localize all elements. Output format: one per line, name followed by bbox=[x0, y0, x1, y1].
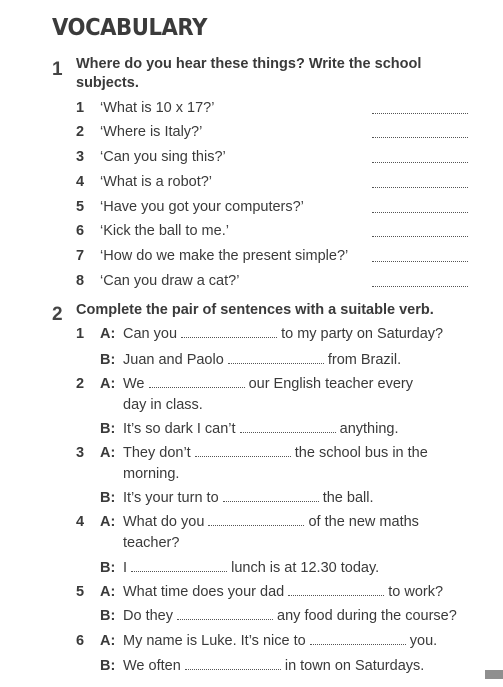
pair-number: 4 bbox=[76, 514, 85, 530]
answer-blank[interactable] bbox=[372, 286, 468, 287]
sentence-start: Can you bbox=[123, 326, 178, 342]
sentence-end: the school bus in the bbox=[294, 445, 428, 461]
sentence-text bbox=[123, 324, 443, 344]
sentence-text bbox=[123, 606, 457, 626]
speaker-label: A: bbox=[100, 633, 116, 649]
answer-blank[interactable] bbox=[372, 212, 468, 213]
question-text: ‘Can you sing this?’ bbox=[100, 149, 226, 165]
answer-blank[interactable] bbox=[208, 513, 304, 526]
sentence-text bbox=[123, 443, 428, 463]
pair-number: 5 bbox=[76, 584, 85, 600]
question-number: 4 bbox=[76, 174, 85, 190]
sentence-end: from Brazil. bbox=[327, 352, 402, 368]
speaker-label: B: bbox=[100, 560, 116, 576]
answer-blank[interactable] bbox=[177, 607, 273, 620]
answer-blank[interactable] bbox=[372, 187, 468, 188]
answer-blank[interactable] bbox=[372, 137, 468, 138]
sentence-end: you. bbox=[409, 633, 438, 649]
exercise-2-instruction: Complete the pair of sentences with a suitable verb. bbox=[76, 302, 434, 318]
question-row bbox=[0, 172, 503, 192]
sentence-start: They don’t bbox=[123, 445, 191, 461]
question-text: ‘What is 10 x 17?’ bbox=[100, 100, 215, 116]
question-row bbox=[0, 98, 503, 118]
question-number: 2 bbox=[76, 124, 85, 140]
speaker-label: A: bbox=[100, 376, 116, 392]
answer-blank[interactable] bbox=[185, 657, 281, 670]
sentence-start: It’s so dark I can’t bbox=[123, 421, 236, 437]
speaker-label: A: bbox=[100, 445, 116, 461]
pair-number: 3 bbox=[76, 445, 85, 461]
section-title: VOCABULARY bbox=[52, 15, 207, 41]
sentence-start: My name is Luke. It’s nice to bbox=[123, 633, 306, 649]
exercise-1-number: 1 bbox=[52, 59, 63, 80]
question-number: 3 bbox=[76, 149, 85, 165]
question-row bbox=[0, 221, 503, 241]
question-number: 7 bbox=[76, 248, 85, 264]
speaker-label: A: bbox=[100, 514, 116, 530]
speaker-label: B: bbox=[100, 608, 116, 624]
sentence-text bbox=[123, 350, 401, 370]
question-text: ‘What is a robot?’ bbox=[100, 174, 213, 190]
sentence-row-a bbox=[0, 582, 503, 602]
answer-blank[interactable] bbox=[288, 583, 384, 596]
sentence-continuation: morning. bbox=[123, 466, 180, 482]
question-text: ‘Can you draw a cat?’ bbox=[100, 273, 240, 289]
question-text: ‘Have you got your computers?’ bbox=[100, 199, 304, 215]
sentence-text bbox=[123, 631, 437, 651]
sentence-end: in town on Saturdays. bbox=[284, 658, 425, 674]
sentence-start: It’s your turn to bbox=[123, 490, 219, 506]
sentence-start: We bbox=[123, 376, 145, 392]
sentence-text bbox=[123, 582, 443, 602]
sentence-text bbox=[123, 558, 379, 578]
sentence-end: any food during the course? bbox=[277, 608, 457, 624]
question-text: ‘How do we make the present simple?’ bbox=[100, 248, 349, 264]
question-row bbox=[0, 122, 503, 142]
sentence-text bbox=[123, 512, 419, 532]
answer-blank[interactable] bbox=[195, 444, 291, 457]
sentence-start: Do they bbox=[123, 608, 173, 624]
sentence-row-b bbox=[0, 656, 503, 676]
answer-blank[interactable] bbox=[131, 559, 227, 572]
question-number: 1 bbox=[76, 100, 85, 116]
answer-blank[interactable] bbox=[372, 236, 468, 237]
sentence-row-a bbox=[0, 374, 503, 394]
sentence-row-b bbox=[0, 350, 503, 370]
speaker-label: B: bbox=[100, 421, 116, 437]
sentence-start: We often bbox=[123, 658, 181, 674]
sentence-row-a bbox=[0, 631, 503, 651]
sentence-start: What time does your dad bbox=[123, 584, 285, 600]
exercise-1-instruction: Where do you hear these things? Write the school subjects. bbox=[76, 56, 422, 91]
exercise-2-number: 2 bbox=[52, 304, 63, 325]
question-text: ‘Where is Italy?’ bbox=[100, 124, 203, 140]
answer-blank[interactable] bbox=[149, 375, 245, 388]
answer-blank[interactable] bbox=[372, 162, 468, 163]
pair-number: 2 bbox=[76, 376, 85, 392]
answer-blank[interactable] bbox=[240, 420, 336, 433]
sentence-start: I bbox=[123, 560, 128, 576]
question-row bbox=[0, 147, 503, 167]
sentence-row-a bbox=[0, 443, 503, 463]
answer-blank[interactable] bbox=[372, 113, 468, 114]
sentence-row-b bbox=[0, 488, 503, 508]
sentence-continuation: day in class. bbox=[123, 397, 203, 413]
page-corner-tab bbox=[485, 670, 503, 679]
question-number: 6 bbox=[76, 223, 85, 239]
sentence-row-a bbox=[0, 512, 503, 532]
sentence-text bbox=[123, 656, 424, 676]
sentence-end: lunch is at 12.30 today. bbox=[231, 560, 380, 576]
question-row bbox=[0, 271, 503, 291]
question-row bbox=[0, 197, 503, 217]
sentence-continuation: teacher? bbox=[123, 535, 180, 551]
sentence-text bbox=[123, 374, 413, 394]
answer-blank[interactable] bbox=[181, 325, 277, 338]
speaker-label: B: bbox=[100, 490, 116, 506]
answer-blank[interactable] bbox=[228, 351, 324, 364]
question-number: 5 bbox=[76, 199, 85, 215]
question-text: ‘Kick the ball to me.’ bbox=[100, 223, 229, 239]
sentence-start: Juan and Paolo bbox=[123, 352, 224, 368]
answer-blank[interactable] bbox=[372, 261, 468, 262]
speaker-label: A: bbox=[100, 326, 116, 342]
sentence-end: the ball. bbox=[322, 490, 374, 506]
sentence-text bbox=[123, 488, 374, 508]
speaker-label: B: bbox=[100, 352, 116, 368]
speaker-label: B: bbox=[100, 658, 116, 674]
sentence-row-a bbox=[0, 324, 503, 344]
question-row bbox=[0, 246, 503, 266]
sentence-end: to my party on Saturday? bbox=[281, 326, 444, 342]
sentence-row-b bbox=[0, 419, 503, 439]
speaker-label: A: bbox=[100, 584, 116, 600]
pair-number: 6 bbox=[76, 633, 85, 649]
answer-blank[interactable] bbox=[223, 489, 319, 502]
sentence-start: What do you bbox=[123, 514, 205, 530]
sentence-text bbox=[123, 419, 398, 439]
sentence-end: to work? bbox=[388, 584, 444, 600]
answer-blank[interactable] bbox=[310, 632, 406, 645]
pair-number: 1 bbox=[76, 326, 85, 342]
question-number: 8 bbox=[76, 273, 85, 289]
sentence-row-b bbox=[0, 606, 503, 626]
sentence-end: of the new maths bbox=[308, 514, 419, 530]
sentence-end: our English teacher every bbox=[248, 376, 413, 392]
sentence-end: anything. bbox=[339, 421, 399, 437]
sentence-row-b bbox=[0, 558, 503, 578]
